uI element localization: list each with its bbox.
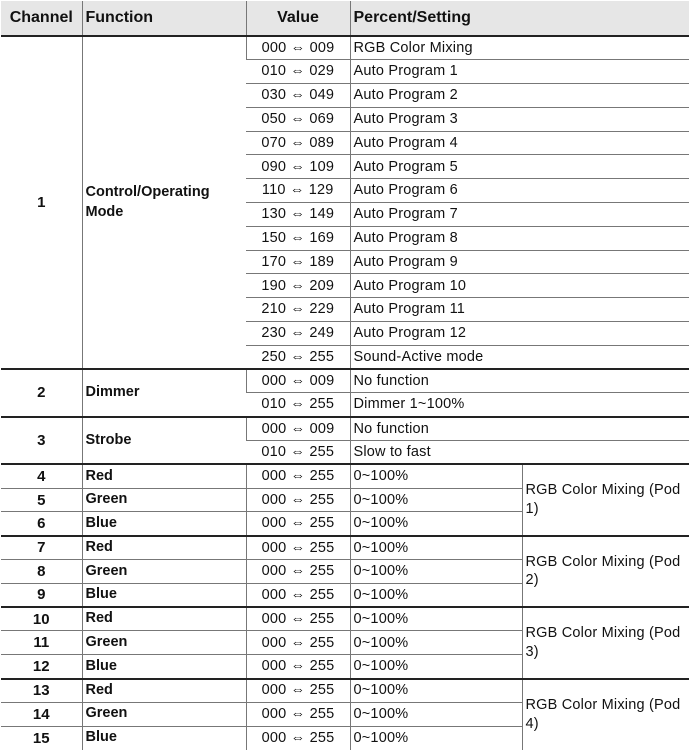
function-name: Green xyxy=(82,631,246,655)
setting-description: 0~100% xyxy=(350,726,522,750)
setting-description: 0~100% xyxy=(350,679,522,703)
dmx-channel-table xyxy=(1,1,689,750)
dmx-value-range: 000 ⇔ 255 xyxy=(246,607,350,631)
table-header-row xyxy=(1,1,689,36)
setting-description: Dimmer 1~100% xyxy=(350,393,689,417)
dmx-value-range: 000 ⇔ 255 xyxy=(246,583,350,607)
dmx-value-range: 190 ⇔ 209 xyxy=(246,274,350,298)
setting-description: 0~100% xyxy=(350,583,522,607)
function-name: Blue xyxy=(82,655,246,679)
setting-description: 0~100% xyxy=(350,560,522,584)
setting-description: Slow to fast xyxy=(350,441,689,465)
table-row xyxy=(1,369,689,393)
setting-description: Auto Program 5 xyxy=(350,155,689,179)
dmx-value-range: 000 ⇔ 255 xyxy=(246,679,350,703)
channel-number: 8 xyxy=(1,560,82,584)
setting-description: Auto Program 6 xyxy=(350,179,689,203)
setting-description: Auto Program 2 xyxy=(350,84,689,108)
channel-number: 14 xyxy=(1,702,82,726)
dmx-value-range: 210 ⇔ 229 xyxy=(246,298,350,322)
dmx-value-range: 000 ⇔ 255 xyxy=(246,536,350,560)
channel-number: 2 xyxy=(1,369,82,417)
function-name: Green xyxy=(82,488,246,512)
setting-description: Auto Program 9 xyxy=(350,250,689,274)
setting-description: 0~100% xyxy=(350,536,522,560)
table-row xyxy=(1,464,689,488)
dmx-value-range: 000 ⇔ 255 xyxy=(246,512,350,536)
setting-description: No function xyxy=(350,417,689,441)
setting-description: Auto Program 7 xyxy=(350,203,689,227)
channel-number: 9 xyxy=(1,583,82,607)
dmx-value-range: 000 ⇔ 255 xyxy=(246,702,350,726)
table-row xyxy=(1,607,689,631)
channel-number: 1 xyxy=(1,36,82,369)
dmx-value-range: 230 ⇔ 249 xyxy=(246,322,350,346)
dmx-value-range: 030 ⇔ 049 xyxy=(246,84,350,108)
channel-number: 12 xyxy=(1,655,82,679)
dmx-value-range: 000 ⇔ 009 xyxy=(246,369,350,393)
setting-description: Auto Program 1 xyxy=(350,60,689,84)
setting-description: Auto Program 8 xyxy=(350,226,689,250)
function-name: Green xyxy=(82,560,246,584)
dmx-value-range: 000 ⇔ 255 xyxy=(246,655,350,679)
header-function: Function xyxy=(82,1,246,36)
function-name: Red xyxy=(82,536,246,560)
dmx-value-range: 000 ⇔ 009 xyxy=(246,36,350,60)
setting-description: 0~100% xyxy=(350,702,522,726)
function-name: Blue xyxy=(82,726,246,750)
dmx-value-range: 070 ⇔ 089 xyxy=(246,131,350,155)
dmx-value-range: 250 ⇔ 255 xyxy=(246,345,350,369)
setting-description: Auto Program 10 xyxy=(350,274,689,298)
function-name: Green xyxy=(82,702,246,726)
pod-note: RGB Color Mixing (Pod 1) xyxy=(522,464,689,535)
dmx-value-range: 130 ⇔ 149 xyxy=(246,203,350,227)
header-channel: Channel xyxy=(1,1,82,36)
header-percent-setting: Percent/Setting xyxy=(350,1,689,36)
function-name: Red xyxy=(82,607,246,631)
channel-number: 15 xyxy=(1,726,82,750)
setting-description: 0~100% xyxy=(350,512,522,536)
table-row xyxy=(1,679,689,703)
setting-description: Auto Program 4 xyxy=(350,131,689,155)
function-name: Strobe xyxy=(82,417,246,465)
dmx-value-range: 110 ⇔ 129 xyxy=(246,179,350,203)
function-name: Dimmer xyxy=(82,369,246,417)
setting-description: Auto Program 11 xyxy=(350,298,689,322)
function-name: Blue xyxy=(82,512,246,536)
channel-number: 6 xyxy=(1,512,82,536)
table-row xyxy=(1,36,689,60)
channel-number: 11 xyxy=(1,631,82,655)
pod-note: RGB Color Mixing (Pod 3) xyxy=(522,607,689,678)
dmx-value-range: 000 ⇔ 255 xyxy=(246,560,350,584)
dmx-value-range: 170 ⇔ 189 xyxy=(246,250,350,274)
setting-description: RGB Color Mixing xyxy=(350,36,689,60)
dmx-value-range: 090 ⇔ 109 xyxy=(246,155,350,179)
header-value: Value xyxy=(246,1,350,36)
dmx-value-range: 150 ⇔ 169 xyxy=(246,226,350,250)
table-body xyxy=(1,36,689,750)
channel-number: 7 xyxy=(1,536,82,560)
dmx-value-range: 000 ⇔ 255 xyxy=(246,726,350,750)
function-name: Red xyxy=(82,679,246,703)
function-name: Blue xyxy=(82,583,246,607)
channel-number: 5 xyxy=(1,488,82,512)
function-name: Control/Operating Mode xyxy=(82,36,246,369)
dmx-value-range: 000 ⇔ 255 xyxy=(246,488,350,512)
setting-description: 0~100% xyxy=(350,464,522,488)
dmx-value-range: 050 ⇔ 069 xyxy=(246,107,350,131)
setting-description: Sound-Active mode xyxy=(350,345,689,369)
setting-description: 0~100% xyxy=(350,488,522,512)
dmx-value-range: 010 ⇔ 029 xyxy=(246,60,350,84)
setting-description: 0~100% xyxy=(350,631,522,655)
setting-description: Auto Program 3 xyxy=(350,107,689,131)
dmx-value-range: 010 ⇔ 255 xyxy=(246,393,350,417)
table-row xyxy=(1,536,689,560)
channel-number: 4 xyxy=(1,464,82,488)
dmx-value-range: 000 ⇔ 009 xyxy=(246,417,350,441)
dmx-value-range: 000 ⇔ 255 xyxy=(246,464,350,488)
channel-number: 3 xyxy=(1,417,82,465)
setting-description: 0~100% xyxy=(350,655,522,679)
function-name: Red xyxy=(82,464,246,488)
dmx-value-range: 000 ⇔ 255 xyxy=(246,631,350,655)
pod-note: RGB Color Mixing (Pod 4) xyxy=(522,679,689,750)
setting-description: 0~100% xyxy=(350,607,522,631)
setting-description: Auto Program 12 xyxy=(350,322,689,346)
setting-description: No function xyxy=(350,369,689,393)
table-row xyxy=(1,417,689,441)
channel-number: 13 xyxy=(1,679,82,703)
dmx-value-range: 010 ⇔ 255 xyxy=(246,441,350,465)
pod-note: RGB Color Mixing (Pod 2) xyxy=(522,536,689,607)
channel-number: 10 xyxy=(1,607,82,631)
